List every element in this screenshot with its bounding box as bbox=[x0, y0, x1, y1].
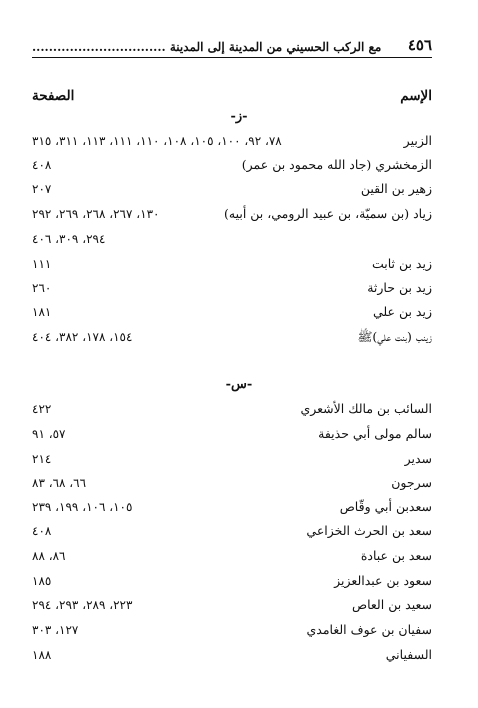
entry-pages: ٥٧، ٩١ bbox=[32, 427, 66, 441]
entry-name: سعد بن عبادة bbox=[360, 548, 432, 563]
page-number: ٤٥٦ bbox=[407, 36, 432, 54]
entry-pages: ٢٦٠ bbox=[32, 281, 52, 295]
entry-name: سعيد بن العاص bbox=[351, 597, 432, 612]
index-entry bbox=[32, 647, 432, 663]
entry-name: سدير bbox=[404, 451, 432, 466]
page-column-header: الصفحة bbox=[32, 88, 75, 104]
entry-name: السائب بن مالك الأشعري bbox=[300, 401, 432, 416]
entry-name: الزمخشري (جاد الله محمود بن عمر) bbox=[241, 157, 432, 172]
entry-pages: ١٣٠، ٢٦٧، ٢٦٨، ٢٦٩، ٢٩٢ bbox=[32, 207, 160, 221]
name-column-header: الإسم bbox=[400, 88, 432, 104]
entry-name: سرجون bbox=[391, 475, 432, 490]
entry-name: سفيان بن عوف الغامدي bbox=[306, 622, 432, 637]
column-headers bbox=[32, 88, 432, 104]
index-entry bbox=[32, 475, 432, 491]
index-entry bbox=[32, 451, 432, 467]
index-entry bbox=[32, 622, 432, 638]
running-title: مع الركب الحسيني من المدينة إلى المدينة ................................ bbox=[32, 40, 382, 54]
index-entry bbox=[32, 329, 432, 345]
index-entry bbox=[32, 573, 432, 589]
index-entry bbox=[32, 523, 432, 539]
entry-pages: ١٨٥ bbox=[32, 574, 52, 588]
index-entry bbox=[32, 181, 432, 197]
entry-name: سعود بن عبدالعزيز bbox=[334, 573, 432, 588]
entry-name: زياد (بن سميّة، بن عبيد الرومي، بن أبيه) bbox=[223, 206, 432, 221]
entry-name: السفياني bbox=[385, 647, 432, 662]
entry-name: الزبير bbox=[403, 133, 432, 148]
index-entry bbox=[32, 499, 432, 515]
index-entry bbox=[32, 401, 432, 417]
index-entry bbox=[32, 133, 432, 149]
entry-pages: ١٥٤، ١٧٨، ٣٨٢، ٤٠٤ bbox=[32, 330, 133, 344]
entry-pages: ٦٦، ٦٨، ٨٣ bbox=[32, 476, 87, 490]
entry-name: زينب (بنت علي)ﷺ bbox=[357, 329, 432, 344]
entry-name: سعدبن أبي وقّاص bbox=[339, 499, 432, 514]
entry-name: زيد بن ثابت bbox=[371, 256, 432, 271]
index-entry bbox=[32, 597, 432, 613]
entry-pages: ٤٠٨ bbox=[32, 524, 52, 538]
index-entry bbox=[32, 280, 432, 296]
index-entry-continuation bbox=[32, 231, 432, 247]
entry-pages: ٢١٤ bbox=[32, 452, 52, 466]
entry-name: سالم مولى أبي حذيفة bbox=[318, 426, 432, 441]
entry-pages: ٤٠٨ bbox=[32, 158, 52, 172]
entry-pages: ١٨١ bbox=[32, 305, 52, 319]
entry-pages: ١٨٨ bbox=[32, 648, 52, 662]
entry-pages: ١١١ bbox=[32, 257, 52, 271]
section-letter: -س- bbox=[225, 377, 253, 392]
entry-name: زهير بن القين bbox=[360, 181, 432, 196]
entry-pages: ١٢٧، ٣٠٣ bbox=[32, 623, 79, 637]
entry-pages: ٢٠٧ bbox=[32, 182, 52, 196]
entry-pages: ٨٦، ٨٨ bbox=[32, 549, 66, 563]
entry-pages: ١٠٥، ١٠٦، ١٩٩، ٢٣٩ bbox=[32, 500, 133, 514]
index-entry bbox=[32, 206, 432, 222]
index-entry bbox=[32, 304, 432, 320]
entry-name: زيد بن حارثة bbox=[367, 280, 432, 295]
entry-name: زيد بن علي bbox=[372, 304, 432, 319]
index-entry bbox=[32, 426, 432, 442]
index-entry bbox=[32, 548, 432, 564]
entry-name: سعد بن الحرث الخزاعي bbox=[306, 523, 432, 538]
index-entry bbox=[32, 157, 432, 173]
section-letter: -ز- bbox=[230, 109, 248, 124]
entry-pages: ٧٨، ٩٢، ١٠٠، ١٠٥، ١٠٨، ١١٠، ١١١، ١١٣، ٣١١، ٣١٥ bbox=[32, 134, 282, 148]
entry-pages: ٤٢٢ bbox=[32, 402, 52, 416]
page-header bbox=[32, 36, 432, 58]
entry-pages: ٢٢٣، ٢٨٩، ٢٩٣، ٢٩٤ bbox=[32, 598, 133, 612]
index-entry bbox=[32, 256, 432, 272]
entry-pages: ٢٩٤، ٣٠٩، ٤٠٦ bbox=[32, 232, 106, 246]
